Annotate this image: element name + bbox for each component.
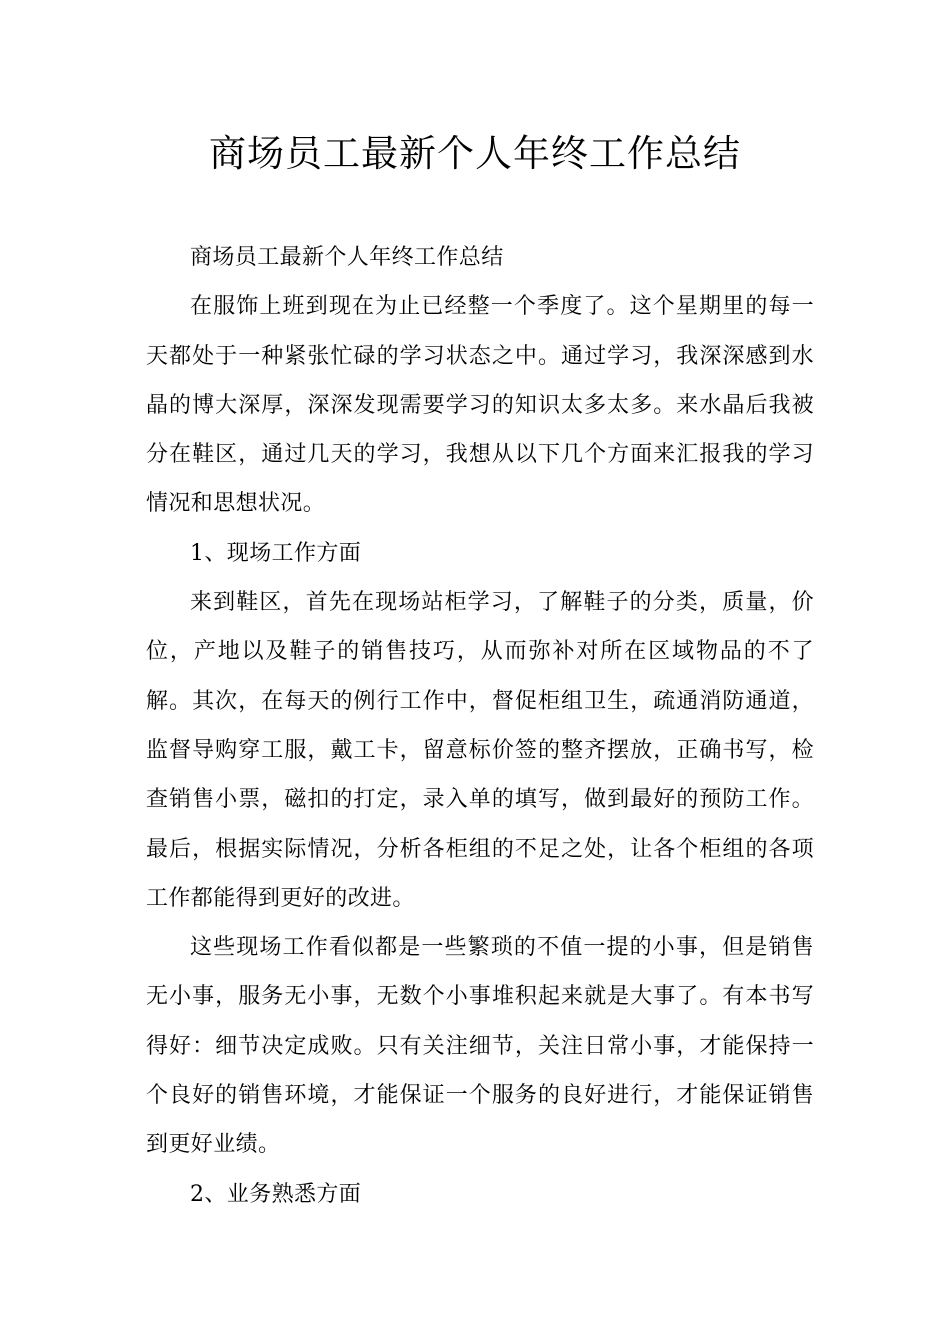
section-heading-1: 1、现场工作方面	[190, 540, 362, 566]
section-1-paragraph-1: 来到鞋区，首先在现场站柜学习，了解鞋子的分类，质量，价位，产地以及鞋子的销售技巧，从而弥补对所在区域物品的不了解。其次，在每天的例行工作中，督促柜组卫生，疏通消防通道，监督导购穿工服，戴工卡，留意标价签的整齐摆放，正确书写，检查销售小票，磁扣的打定，录入单的填写，做到最好的预防工作。最后，根据实际情况，分析各柜组的不足之处，让各个柜组的各项工作都能得到更好的改进。	[146, 590, 814, 911]
intro-paragraph: 在服饰上班到现在为止已经整一个季度了。这个星期里的每一天都处于一种紧张忙碌的学习状态之中。通过学习，我深深感到水晶的博大深厚，深深发现需要学习的知识太多太多。来水晶后我被分在鞋区，通过几天的学习，我想从以下几个方面来汇报我的学习情况和思想状况。	[146, 294, 814, 517]
section-heading-2: 2、业务熟悉方面	[190, 1181, 362, 1207]
document-body	[146, 233, 814, 1219]
section-1-paragraph-2: 这些现场工作看似都是一些繁琐的不值一提的小事，但是销售无小事，服务无小事，无数个小事堆积起来就是大事了。有本书写得好：细节决定成败。只有关注细节，关注日常小事，才能保持一个良好的销售环境，才能保证一个服务的良好进行，才能保证销售到更好业绩。	[146, 935, 814, 1158]
subtitle-paragraph: 商场员工最新个人年终工作总结	[190, 245, 504, 270]
document-title: 商场员工最新个人年终工作总结	[209, 132, 741, 175]
